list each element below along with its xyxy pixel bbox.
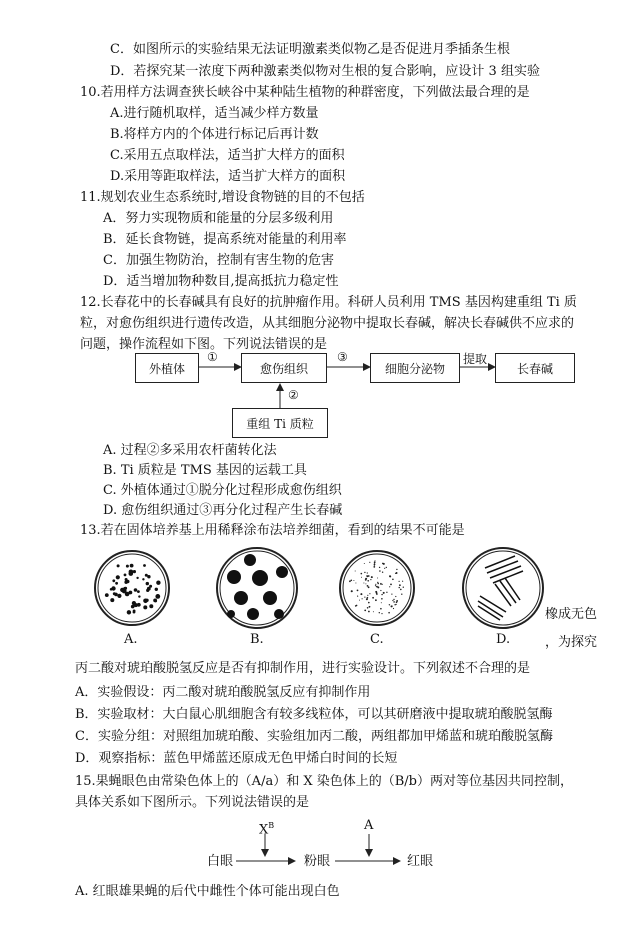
- q14-option-c: C．实验分组：对照组加琥珀酸、实验组加丙二酸，两组都加甲烯蓝和琥珀酸脱氢酶: [75, 729, 553, 744]
- q14-overlap-fragment-2: ，为探究: [545, 635, 598, 650]
- flow-box-secretion: 细胞分泌物: [370, 353, 460, 383]
- q9-option-c: C．如图所示的实验结果无法证明激素类似物乙是否促进月季插条生根: [110, 42, 510, 57]
- plate-b-label: B.: [250, 632, 264, 647]
- q14-option-b: B．实验取材：大白鼠心肌细胞含有较多线粒体，可以其研磨液中提取琥珀酸脱氢酶: [75, 707, 553, 722]
- q10-option-b: B.将样方内的个体进行标记后再计数: [110, 127, 319, 142]
- q9-option-d: D．若探究某一浓度下两种激素类似物对生根的复合影响，应设计 3 组实验: [110, 64, 540, 79]
- plate-c-label: C.: [370, 632, 384, 647]
- q12-stem-line1: 12.长春花中的长春碱具有良好的抗肿瘤作用。科研人员利用 TMS 基因构建重组 Ti 质: [80, 295, 577, 310]
- q10-stem: 10.若用样方法调查狭长峡谷中某种陆生植物的种群密度，下列做法最合理的是: [80, 85, 530, 100]
- flow-box-callus: 愈伤组织: [241, 353, 327, 383]
- q12-option-b: B. Ti 质粒是 TMS 基因的运载工具: [103, 463, 307, 478]
- flow-box-ti-plasmid: 重组 Ti 质粒: [232, 408, 328, 438]
- flow-step3-label: ③: [337, 350, 348, 364]
- plate-d-label: D.: [496, 632, 511, 647]
- gene-xb-label: $X^B$: [259, 821, 275, 838]
- red-eye-label: 红眼: [407, 854, 434, 869]
- q10-option-d: D.采用等距取样法，适当扩大样方的面积: [110, 169, 346, 184]
- q11-option-a: A．努力实现物质和能量的分层多级利用: [103, 211, 334, 226]
- gene-a-label: A: [364, 818, 374, 833]
- q12-option-c: C. 外植体通过①脱分化过程形成愈伤组织: [103, 483, 342, 498]
- q12-stem-line3: 问题，操作流程如下图。下列说法错误的是: [80, 337, 328, 352]
- q14-stem-continued: 丙二酸对琥珀酸脱氢反应是否有抑制作用，进行实验设计。下列叙述不合理的是: [75, 661, 531, 676]
- q14-option-a: A．实验假设：丙二酸对琥珀酸脱氢反应有抑制作用: [75, 685, 371, 700]
- q15-option-a: A. 红眼雄果蝇的后代中雌性个体可能出现白色: [75, 884, 340, 899]
- q14-overlap-fragment-1: 橡成无色: [545, 607, 598, 622]
- q11-stem: 11.规划农业生态系统时,增设食物链的目的不包括: [80, 190, 365, 205]
- flow-extract-label: 提取: [463, 352, 488, 366]
- flow-step2-label: ②: [288, 388, 299, 402]
- flow-box-vinblastine: 长春碱: [495, 353, 575, 383]
- pink-eye-label: 粉眼: [304, 854, 331, 869]
- q10-option-c: C.采用五点取样法，适当扩大样方的面积: [110, 148, 345, 163]
- q11-option-b: B．延长食物链，提高系统对能量的利用率: [103, 232, 347, 247]
- q11-option-c: C．加强生物防治，控制有害生物的危害: [103, 253, 334, 268]
- q15-stem-line2: 具体关系如下图所示。下列说法错误的是: [75, 795, 310, 810]
- flow-box-explant: 外植体: [135, 353, 199, 383]
- q13-stem: 13.若在固体培养基上用稀释涂布法培养细菌，看到的结果不可能是: [80, 523, 465, 538]
- q12-option-d: D. 愈伤组织通过③再分化过程产生长春碱: [103, 503, 343, 518]
- q12-option-a: A. 过程②多采用农杆菌转化法: [103, 443, 277, 458]
- q12-stem-line2: 粒，对愈伤组织进行遗传改造，从其细胞分泌物中提取长春碱，解决长春碱供不应求的: [80, 316, 575, 331]
- q10-option-a: A.进行随机取样，适当减少样方数量: [110, 106, 319, 121]
- flow-step1-label: ①: [207, 350, 218, 364]
- q11-option-d: D．适当增加物种数目,提高抵抗力稳定性: [103, 274, 339, 289]
- plate-a-label: A.: [124, 632, 138, 647]
- white-eye-label: 白眼: [207, 854, 234, 869]
- q14-option-d: D．观察指标：蓝色甲烯蓝还原成无色甲烯白时间的长短: [75, 751, 398, 766]
- q15-stem-line1: 15.果蝇眼色由常染色体上的（A/a）和 X 染色体上的（B/b）两对等位基因共同控制，: [75, 774, 573, 789]
